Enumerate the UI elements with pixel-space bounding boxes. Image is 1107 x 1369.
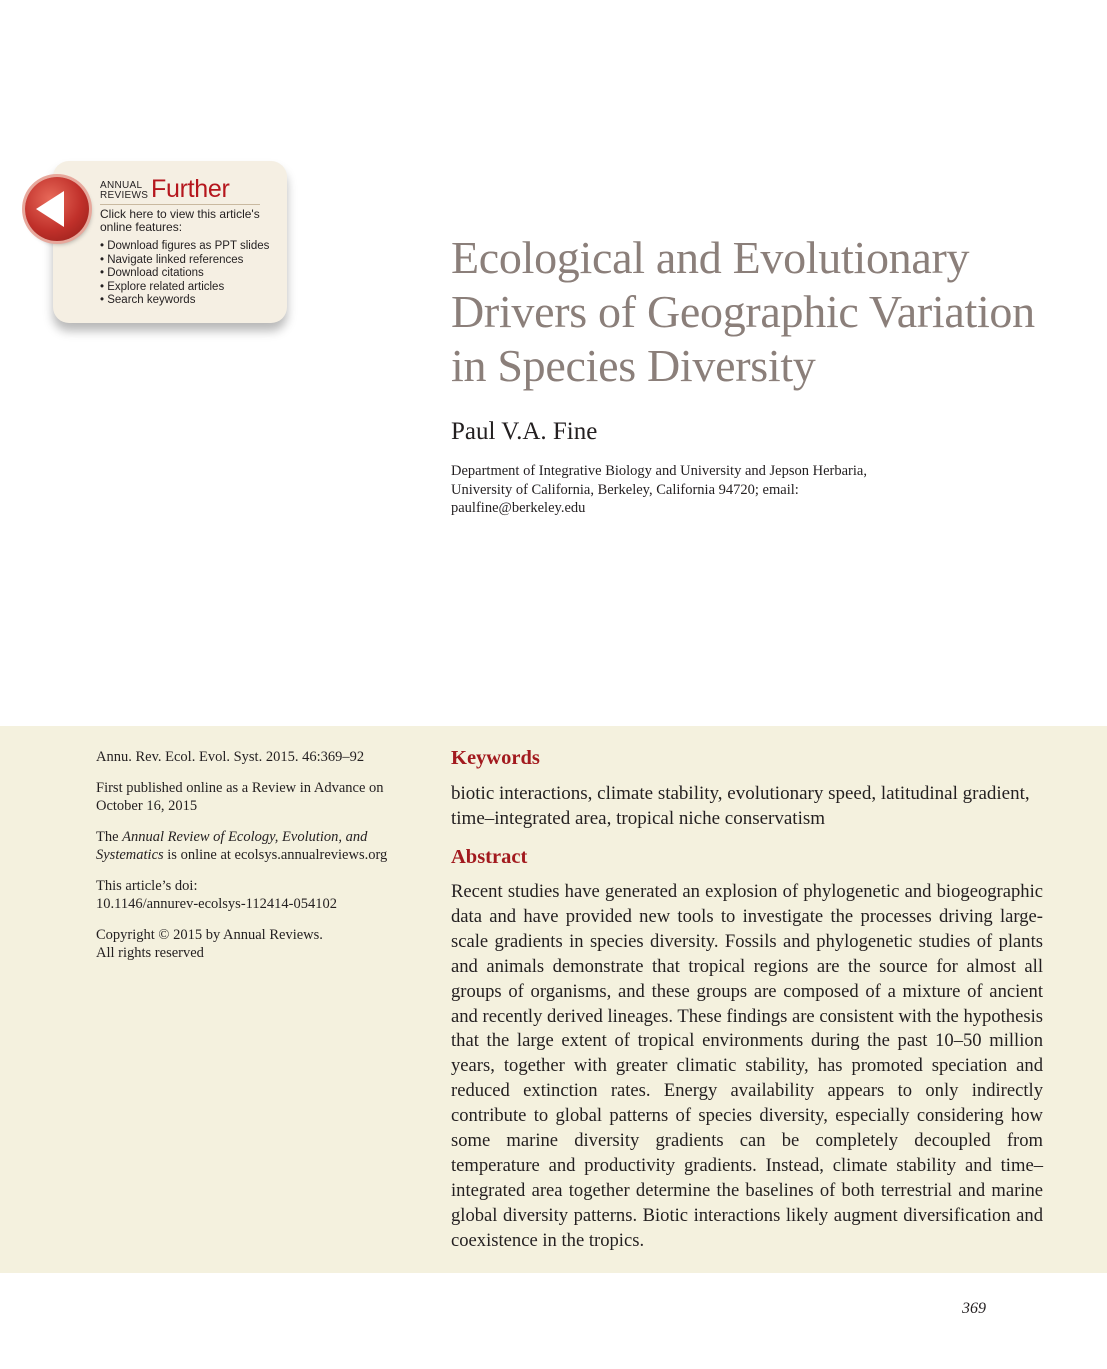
article-meta <box>96 748 416 975</box>
keywords-text: biotic interactions, climate stability, evolutionary speed, latitudinal gradient, time–integrated area, tropical niche conservatism <box>451 783 1030 829</box>
feature-navigate-references[interactable]: • Navigate linked references <box>100 254 269 268</box>
journal-info: The Annual Review of Ecology, Evolution, and Systematics is online at ecolsys.annualreviews.org <box>96 828 388 863</box>
divider <box>100 204 260 205</box>
copyright: Copyright © 2015 by Annual Reviews. All rights reserved <box>96 926 323 961</box>
feature-download-figures[interactable]: • Download figures as PPT slides <box>100 240 269 254</box>
keywords-heading: Keywords <box>451 747 540 769</box>
publication-date: First published online as a Review in Advance on October 16, 2015 <box>96 779 384 814</box>
abstract-text: Recent studies have generated an explosion of phylogenetic and biogeographic data and have provided new tools to investigate the processes driving large-scale gradients in species diversity. Fossils and phylogenetic studies of plants and animals demonstrate that tropical regions are the source for almost all groups of organisms, and these groups are composed of a mixture of ancient and recently derived lineages. These findings are consistent with the hypothesis that the large extent of tropical environments during the past 10–50 million years, together with greater climatic stability, has promoted speciation and reduced extinction rates. Energy availability appears to only indirectly contribute to global patterns of species diversity, especially considering how some marine diversity gradients can be completely decoupled from temperature and productivity gradients. Instead, climate stability and time–integrated area together determine the baselines of both terrestrial and marine global diversity patterns. Biotic interactions likely augment diversification and coexistence in the tropics. <box>451 881 1043 1251</box>
doi-block: This article’s doi: 10.1146/annurev-ecolsys-112414-054102 <box>96 877 337 912</box>
author-affiliation: Department of Integrative Biology and University and Jepson Herbaria, University of California, Berkeley, California 94720; email: paulfine@berkeley.edu <box>451 463 867 516</box>
doi-link[interactable]: 10.1146/annurev-ecolsys-112414-054102 <box>96 896 337 912</box>
article-title: Ecological and Evolutionary Drivers of Geographic Variation in Species Diversity <box>451 232 1035 391</box>
click-here-link[interactable]: Click here <box>100 207 154 221</box>
page-number: 369 <box>962 1300 986 1317</box>
abstract-heading: Abstract <box>451 846 528 868</box>
back-arrow-icon[interactable] <box>25 177 89 241</box>
feature-search-keywords[interactable]: • Search keywords <box>100 294 269 308</box>
further-title: Further <box>151 175 230 203</box>
citation: Annu. Rev. Ecol. Evol. Syst. 2015. 46:369–92 <box>96 749 365 765</box>
feature-download-citations[interactable]: • Download citations <box>100 267 269 281</box>
further-click-text: Click here to view this article's online features: <box>100 207 260 234</box>
author-name: Paul V.A. Fine <box>451 418 598 445</box>
feature-explore-articles[interactable]: • Explore related articles <box>100 281 269 295</box>
annual-reviews-logo: ANNUAL REVIEWS <box>100 180 149 201</box>
further-features-list <box>100 240 269 308</box>
journal-name: Annual Review of Ecology, Evolution, and Systematics <box>96 828 368 863</box>
